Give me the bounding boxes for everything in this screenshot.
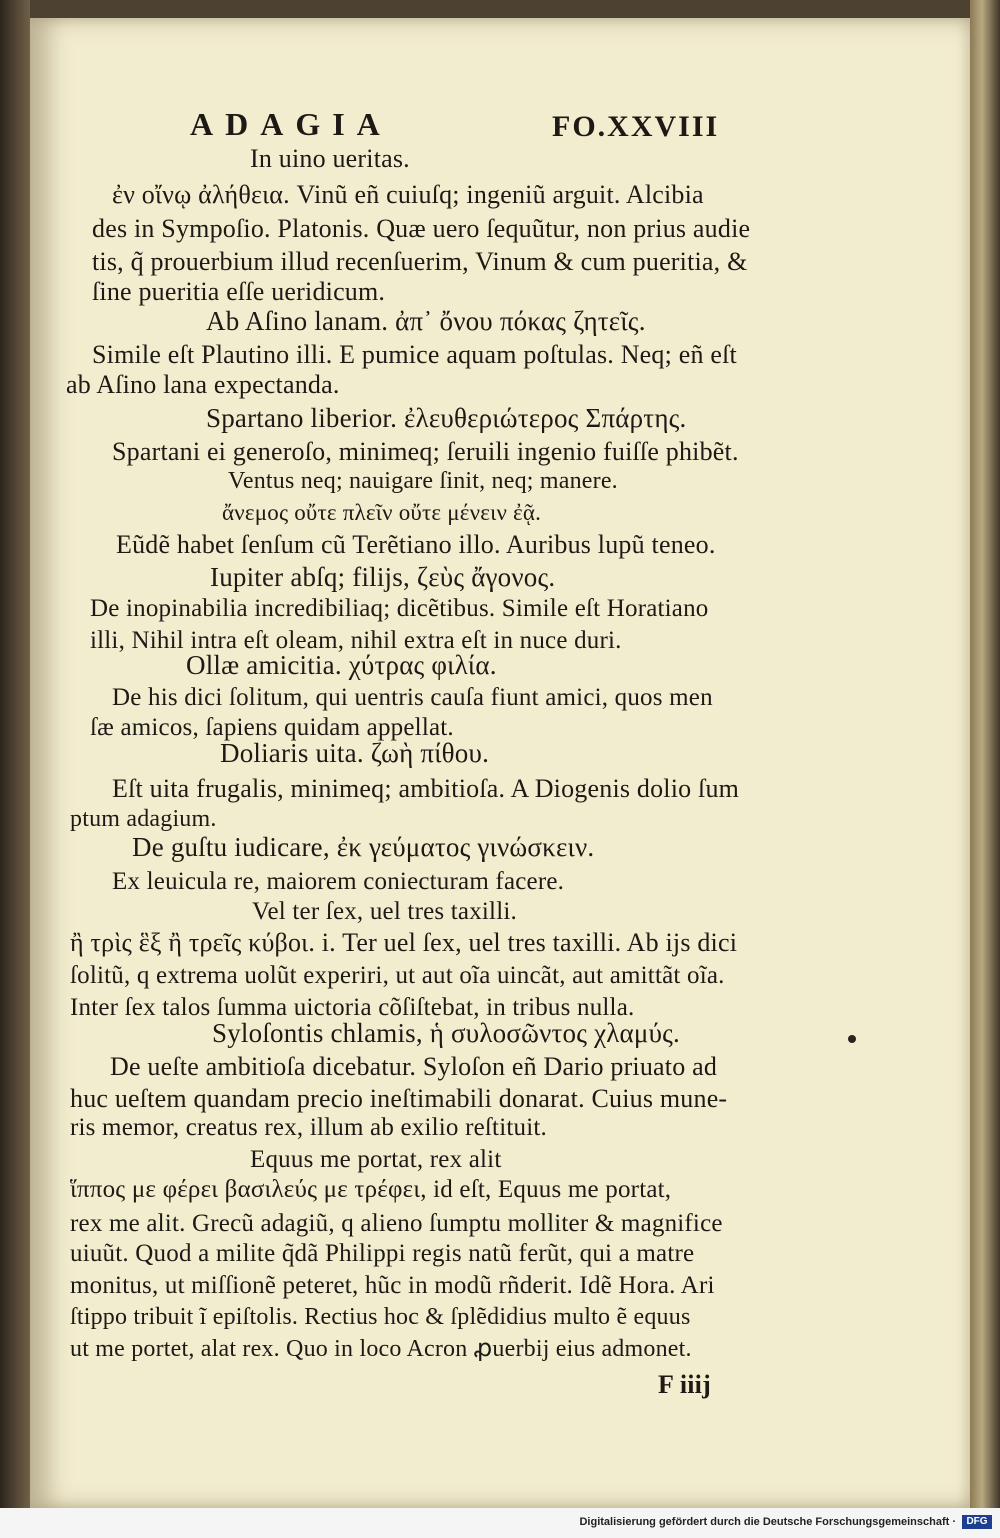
adage-heading: Iupiter abſq; filijs, ζεὺς ἄγονος. [210, 562, 556, 592]
text-line: Ex leuicula re, maiorem coniecturam facere. [112, 868, 565, 895]
adage-heading: Vel ter ſex, uel tres taxilli. [252, 898, 517, 925]
adage-heading: Doliaris uita. ζωὴ πίθου. [220, 738, 490, 768]
greek-line: ἄνεμος οὔτε πλεῖν οὔτε μένειν ἐᾷ. [222, 500, 542, 525]
adage-heading: Ab Aſino lanam. ἀπ᾽ ὄνου πόκας ζητεῖς. [206, 306, 646, 336]
text-line: ἢ τρὶς ἓξ ἢ τρεῖς κύβοι. i. Ter uel ſex, uel tres taxilli. Ab ijs dici [70, 928, 738, 957]
text-line: ſæ amicos, ſapiens quidam appellat. [90, 714, 454, 741]
adage-heading: Spartano liberior. ἐλευθεριώτερος Σπάρτης. [206, 403, 687, 433]
text-line: Inter ſex talos ſumma uictoria cõſiſtebat, in tribus nulla. [70, 994, 635, 1021]
signature-mark: F iiij [658, 1370, 711, 1399]
text-line: Eũdẽ habet ſenſum cũ Terẽtiano illo. Auribus lupũ teneo. [116, 530, 716, 559]
text-line: De his dici ſolitum, qui uentris cauſa fiunt amici, quos men [112, 684, 713, 711]
text-line: ris memor, creatus rex, illum ab exilio reſtituit. [70, 1114, 547, 1141]
adage-heading: Equus me portat, rex alit [250, 1146, 502, 1173]
dfg-logo: DFG [962, 1515, 992, 1529]
text-line: huc ueſtem quandam precio ineſtimabili donarat. Cuius mune- [70, 1084, 728, 1113]
text-line: Simile eſt Plautino illi. E pumice aquam poſtulas. Neq; eñ eſt [92, 340, 737, 369]
text-line: ſolitũ, q extrema uolũt experiri, ut aut oĩa uincãt, aut amittãt oĩa. [70, 962, 725, 989]
text-line: Spartani ei generoſo, minimeq; ſeruili ingenio fuiſſe phibẽt. [112, 437, 739, 466]
text-line: De ueſte ambitioſa dicebatur. Syloſon eñ Dario priuato ad [110, 1052, 718, 1081]
text-line: ἵππος με φέρει βασιλεύς με τρέφει, id eſt, Equus me portat, [70, 1176, 672, 1203]
adage-heading: In uino ueritas. [250, 144, 410, 173]
text-line: ſtippo tribuit ĩ epiſtolis. Rectius hoc & ſplẽdidius multo ẽ equus [70, 1304, 691, 1330]
book-binding-gutter [0, 0, 30, 1538]
adage-heading: Syloſontis chlamis, ἡ συλοσῶντος χλαμύς. [212, 1018, 680, 1048]
folio-number: FO.XXVIII [552, 110, 720, 143]
text-line: Ventus neq; nauigare ſinit, neq; manere. [228, 468, 618, 494]
text-line: ut me portet, alat rex. Quo in loco Acron ꝓuerbij eius admonet. [70, 1336, 692, 1362]
text-line: ſine pueritia eſſe ueridicum. [92, 277, 386, 306]
funding-credit: Digitalisierung gefördert durch die Deutsche Forschungsgemeinschaft · [579, 1516, 956, 1528]
text-line: illi, Nihil intra eſt oleam, nihil extra eſt in nuce duri. [90, 627, 622, 654]
text-line: ptum adagium. [70, 806, 217, 832]
adage-heading: Ollæ amicitia. χύτρας φιλία. [186, 650, 497, 680]
ink-spot [848, 1035, 856, 1043]
text-line: De inopinabilia incredibiliaq; dicẽtibus. Simile eſt Horatiano [90, 595, 709, 622]
text-line: Eſt uita frugalis, minimeq; ambitioſa. A Diogenis dolio ſum [112, 774, 740, 803]
text-line: monitus, ut miſſionẽ peteret, hũc in modũ rñderit. Idẽ Hora. Ari [70, 1272, 715, 1299]
page-edge-strip [970, 0, 1000, 1538]
adage-heading: De guſtu iudicare, ἐκ γεύματος γινώσκειν. [132, 832, 595, 862]
text-line: des in Sympoſio. Platonis. Quæ uero ſequũtur, non prius audie [92, 214, 751, 243]
text-line: uiuũt. Quod a milite q̃dã Philippi regis natũ ferũt, qui a matre [70, 1240, 695, 1267]
text-line: rex me alit. Grecũ adagiũ, q alieno ſumptu molliter & magnifice [70, 1210, 723, 1237]
text-line: ab Aſino lana expectanda. [66, 370, 340, 399]
running-title: ADAGIA [190, 106, 392, 142]
text-line: ἐν οἴνῳ ἀλήθεια. Vinũ eñ cuiuſq; ingeniũ arguit. Alcibia [112, 180, 704, 209]
text-line: tis, q̃ prouerbium illud recenſuerim, Vinum & cum pueritia, & [92, 247, 748, 276]
